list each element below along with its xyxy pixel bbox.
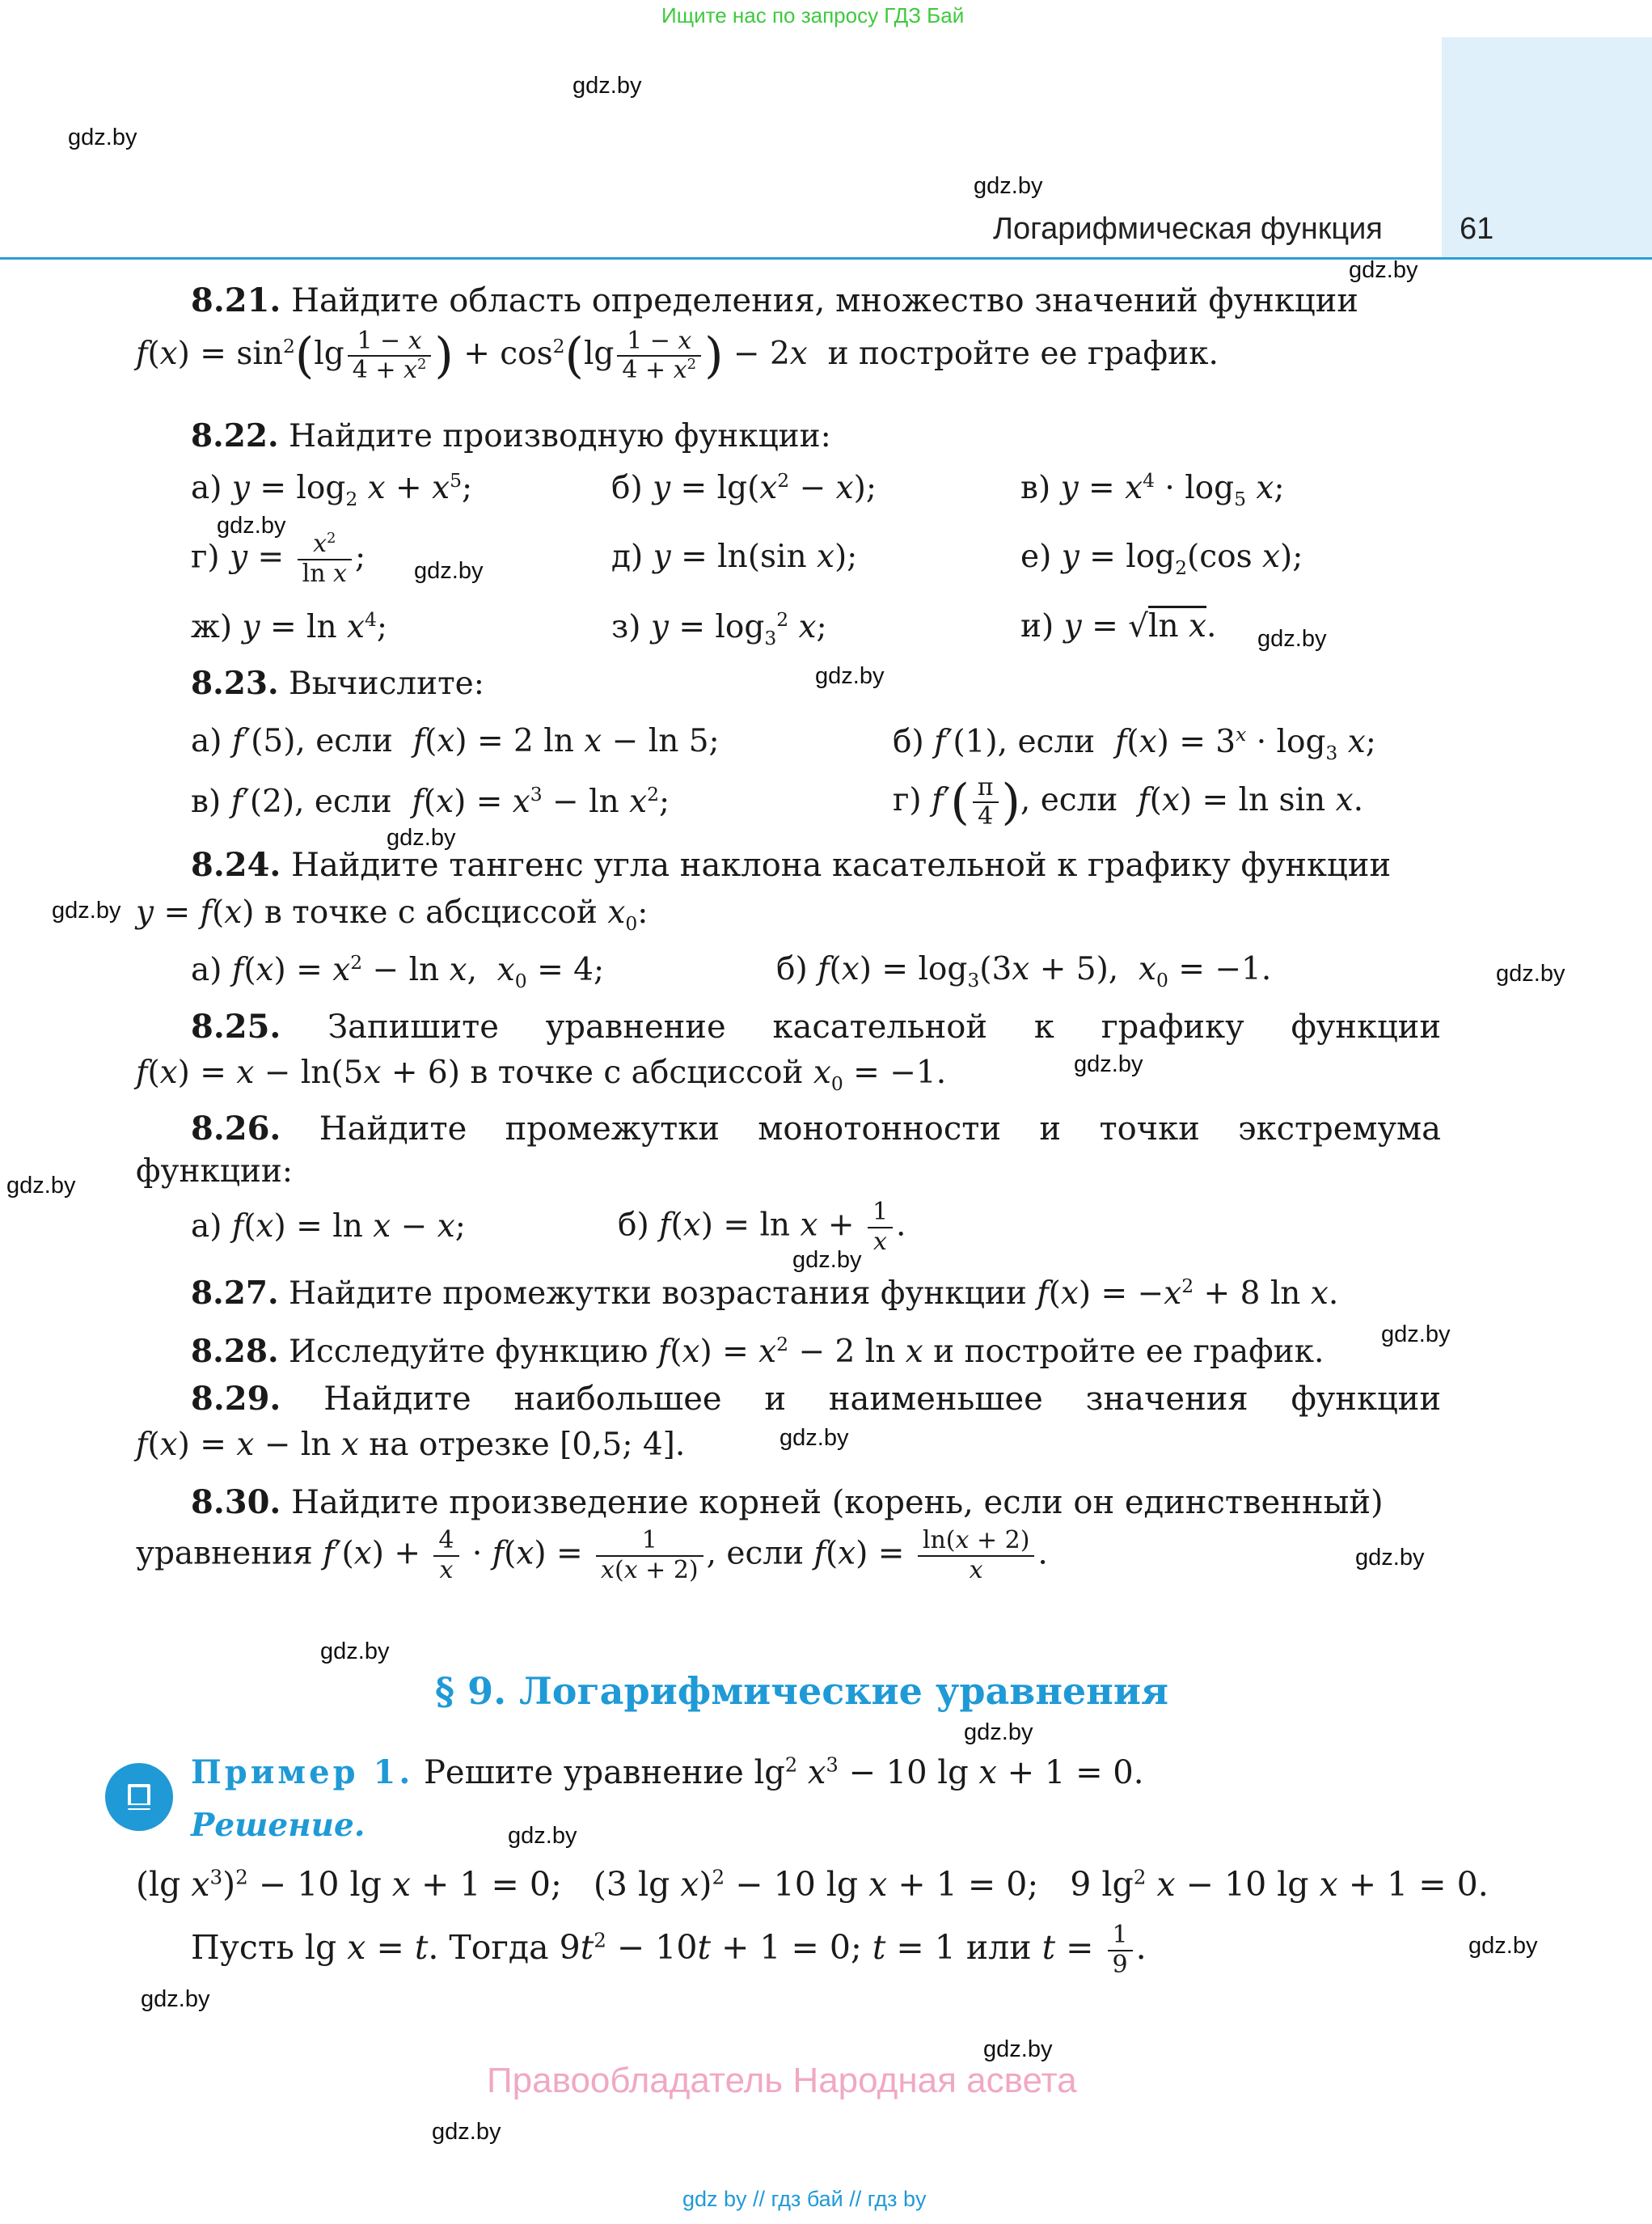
problem-text: Найдите промежутки возрастания функции (288, 1275, 1027, 1312)
running-title: Логарифмическая функция (993, 212, 1383, 246)
solution-line-1: (lg $x^3)^2 - 10$ lg x + 1 = 0; (3 lg x)$^2$ − 10 lg x + 1 = 0; 9 $\lg^2 x - 10$ lg x + 1 = 0. (136, 1865, 1489, 1904)
item-label: е) (1020, 539, 1052, 575)
copyright-notice: Правообладатель Народная асвета (487, 2061, 1077, 2100)
item-label: ж) (191, 609, 233, 645)
problem-number: 8.30. (191, 1483, 281, 1521)
problem-8-25-heading (191, 1008, 1441, 1046)
problem-text: в точке с абсциссой (470, 1055, 804, 1091)
problem-text: Исследуйте функцию (288, 1334, 649, 1370)
watermark: gdz.by (983, 2036, 1053, 2062)
item-8-22-b: б) $y = \lg(x^2 - x)$; (611, 469, 877, 506)
problem-8-26-heading (191, 1110, 1441, 1148)
problem-tail: и постройте ее график. (827, 336, 1219, 372)
let-word: Пусть (191, 1928, 294, 1967)
problem-number: 8.24. (191, 846, 281, 884)
watermark: gdz.by (780, 1425, 849, 1451)
example-label: Пример 1. (191, 1753, 414, 1791)
item-8-24-b: б) $f(x) = \log_3(3x + 5)$, $x_0 = -1$. (776, 951, 1272, 991)
item-8-23-b: б) f′(1), если $f(x) = 3^x \cdot \log_3 x$; (893, 723, 1376, 764)
watermark: gdz.by (1381, 1321, 1451, 1347)
if-word: если (1017, 724, 1096, 760)
problem-number: 8.26. (191, 1110, 281, 1148)
watermark: gdz.by (52, 898, 121, 924)
problem-8-26-line2: функции: (136, 1153, 294, 1190)
problem-8-29-line2: f(x) = x − ln x на отрезке [0,5; 4]. (136, 1427, 686, 1463)
problem-8-24-line2: y = f(x) в точке с абсциссой $x_0$: (136, 894, 649, 935)
item-8-22-a: а) $y = \log_2 x + x^5$; (191, 469, 473, 510)
problem-8-27: 8.27. Найдите промежутки возрастания функции $f(x) = -x^2 + 8$ ln x. (191, 1275, 1339, 1312)
problem-number: 8.22. (191, 417, 279, 455)
watermark: gdz.by (815, 663, 885, 689)
if-word: если (1040, 782, 1118, 818)
item-label: а) (191, 952, 222, 988)
problem-text: в точке с абсциссой (264, 894, 598, 931)
problem-8-25-line2: f(x) = x − ln(5x + 6) в точке с абсциссой $x_0 = -1$. (136, 1055, 947, 1095)
footer-links[interactable]: gdz by // гдз бай // гдз by (682, 2187, 927, 2211)
item-8-22-v: в) $y = x^4 \cdot \log_5 x$; (1020, 469, 1285, 510)
if-word: если (315, 723, 393, 759)
problem-number: 8.21. (191, 281, 281, 319)
or-word: или (965, 1928, 1032, 1967)
watermark: gdz.by (974, 173, 1043, 199)
problem-text: Найдите произведение корней (корень, если он единственный) (291, 1484, 1384, 1521)
item-label: г) (893, 782, 922, 818)
problem-number: 8.29. (191, 1380, 281, 1418)
item-label: в) (1020, 470, 1051, 506)
if-word: если (726, 1535, 805, 1572)
item-label: б) (618, 1207, 649, 1244)
watermark: gdz.by (387, 825, 456, 851)
watermark: gdz.by (414, 558, 484, 584)
item-label: и) (1020, 608, 1054, 645)
problem-8-22-heading (191, 417, 831, 456)
problem-text: Найдите производную функции: (288, 418, 831, 455)
watermark: gdz.by (1349, 257, 1418, 283)
watermark: gdz.by (68, 125, 137, 150)
page-number: 61 (1460, 212, 1494, 246)
problem-8-21-formula: $f(x) = \sin^2(\lg$ $\frac{1 - x}{4 + x^2}$ ) + $\cos^2(\lg$ $\frac{1 - x}{4 + x^2}$ ) − 2x и постройте ее график. (136, 326, 1219, 384)
watermark: gdz.by (1496, 961, 1565, 987)
item-8-26-b: б) f(x) = ln x + $\frac{1}{x}$ . (618, 1198, 906, 1256)
watermark: gdz.by (320, 1638, 390, 1664)
watermark: gdz.by (1257, 626, 1327, 652)
watermark: gdz.by (508, 1823, 577, 1849)
item-8-22-i: и) y = √ln x. (1020, 608, 1217, 645)
item-8-22-g: г) y = $\frac{x^2}{\text{ln x}}$ ; (191, 530, 366, 588)
problem-8-23-heading (191, 665, 484, 704)
item-label: г) (191, 539, 220, 576)
problem-text: Запишите уравнение касательной к графику функции (327, 1008, 1442, 1046)
top-banner[interactable]: Ищите нас по запросу ГДЗ Бай (661, 3, 965, 27)
item-8-22-z: з) $y = \log_3^2 x$; (611, 608, 827, 649)
item-8-22-e: е) $y = \log_2(\cos$ x); (1020, 539, 1303, 579)
item-label: б) (776, 951, 808, 987)
item-label: б) (611, 470, 643, 506)
item-8-26-a: а) f(x) = ln x − x; (191, 1208, 466, 1245)
item-label: з) (611, 609, 641, 645)
book-icon (105, 1763, 173, 1831)
item-8-23-a: а) f′(5), если f(x) = 2 ln x − ln 5; (191, 723, 720, 759)
item-8-24-a: а) $f(x) = x^2 - \ln x$, $x_0 = 4$; (191, 951, 605, 992)
item-label: а) (191, 1208, 222, 1245)
problem-8-30-line2: уравнения f′(x) + $\frac{4}{x}$ · f(x) = $\frac{1}{x(x + 2)}$ , если f(x) = $\frac{\ln(x + 2)}{x}$ . (136, 1526, 1048, 1584)
watermark: gdz.by (572, 73, 642, 99)
item-label: а) (191, 723, 222, 759)
problem-text: на отрезке [0,5; 4]. (369, 1427, 686, 1463)
problem-text: Найдите область определения, множество значений функции (291, 282, 1358, 319)
problem-text: Найдите тангенс угла наклона касательной к графику функции (291, 847, 1392, 884)
problem-number: 8.25. (191, 1008, 281, 1046)
problem-text: Вычислите: (288, 666, 484, 702)
solution-label: Решение. (191, 1807, 365, 1844)
watermark: gdz.by (1074, 1051, 1143, 1077)
problem-8-28: 8.28. Исследуйте функцию $f(x) = x^2 - 2$ ln x и постройте ее график. (191, 1333, 1325, 1370)
problem-number: 8.27. (191, 1275, 279, 1312)
watermark: gdz.by (432, 2119, 501, 2145)
problem-8-30-heading (191, 1483, 1384, 1522)
problem-text: Найдите наибольшее и наименьшее значения функции (323, 1380, 1442, 1418)
problem-text: Найдите промежутки монотонности и точки экстремума (319, 1110, 1441, 1148)
problem-8-24-heading (191, 846, 1391, 885)
watermark: gdz.by (6, 1173, 76, 1199)
example-text: Решите уравнение (423, 1754, 744, 1791)
item-label: а) (191, 470, 222, 506)
problem-8-21-heading (191, 281, 1358, 320)
item-8-22-zh: ж) $y = \ln x^4$; (191, 608, 388, 645)
problem-text: уравнения (136, 1535, 313, 1572)
section-title: § 9. Логарифмические уравнения (435, 1669, 1168, 1713)
solution-line-2: Пусть lg x = t. Тогда $9t^2 - 10t + 1 = 0$; t = 1 или t = $\frac{1}{9}$ . (191, 1921, 1147, 1979)
item-label: в) (191, 784, 222, 820)
problem-tail: и постройте ее график. (933, 1334, 1325, 1370)
watermark: gdz.by (141, 1986, 210, 2012)
if-word: если (314, 784, 392, 820)
example-1: Пример 1. Решите уравнение $\lg^2 x^3 - 10$ lg x + 1 = 0. (191, 1753, 1144, 1791)
item-8-22-d: д) y = ln(sin x); (611, 539, 858, 575)
item-8-23-v: в) f′(2), если $f(x) = x^3 - \ln x^2$; (191, 783, 670, 820)
problem-number: 8.23. (191, 665, 279, 702)
watermark: gdz.by (1468, 1933, 1538, 1959)
watermark: gdz.by (964, 1719, 1033, 1745)
problem-number: 8.28. (191, 1333, 279, 1370)
problem-8-29-heading (191, 1380, 1441, 1419)
watermark: gdz.by (792, 1247, 862, 1273)
watermark: gdz.by (217, 513, 286, 539)
watermark: gdz.by (1355, 1545, 1425, 1571)
item-8-23-g: г) f′( $\frac{\pi}{4}$ ), если f(x) = ln sin x. (893, 772, 1363, 831)
then-word: Тогда (449, 1928, 549, 1967)
item-label: д) (611, 539, 644, 575)
item-label: б) (893, 724, 924, 760)
